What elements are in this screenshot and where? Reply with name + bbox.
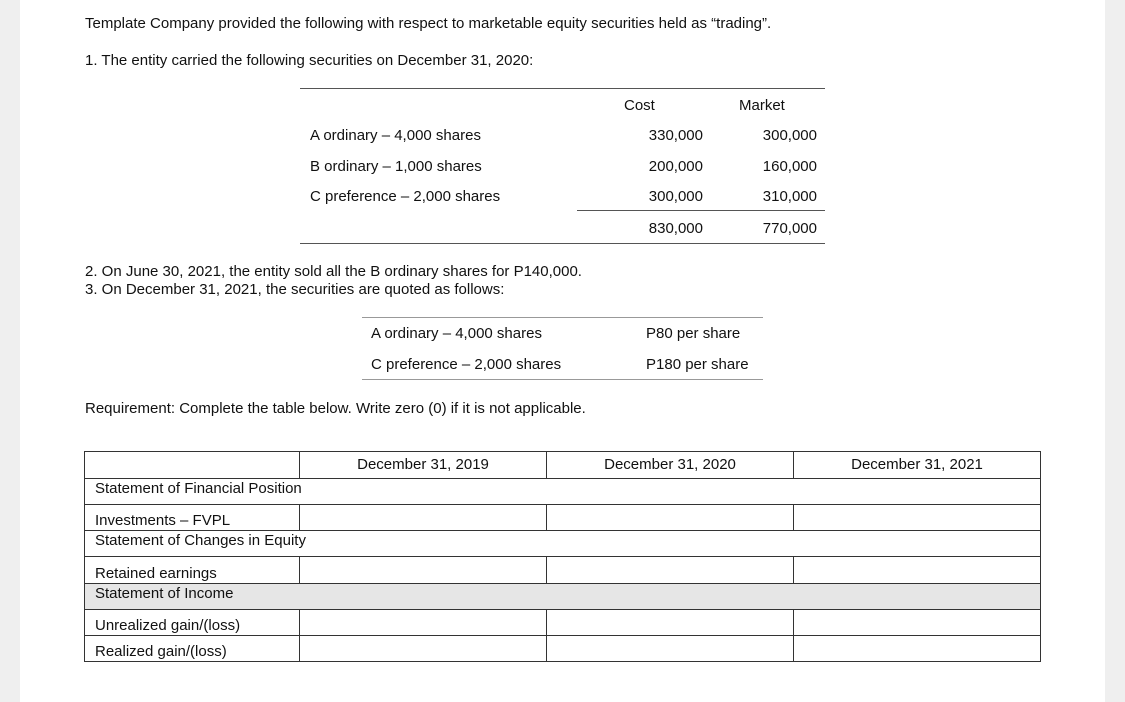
- corner-cell: [85, 452, 300, 479]
- row-label: Retained earnings: [85, 557, 300, 584]
- requirement-text: Requirement: Complete the table below. Write zero (0) if it is not applicable.: [85, 400, 586, 417]
- intro-text: Template Company provided the following with respect to marketable equity securities held as “trading”.: [85, 15, 772, 32]
- retained-earnings-2021-cell[interactable]: [794, 557, 1041, 584]
- security-label: B ordinary – 1,000 shares: [310, 158, 482, 175]
- total-market: 770,000: [762, 220, 817, 237]
- row-label: Realized gain/(loss): [85, 636, 300, 662]
- unrealized-2020-cell[interactable]: [547, 610, 794, 636]
- item-2-text: 2. On June 30, 2021, the entity sold all the B ordinary shares for P140,000.: [85, 263, 582, 280]
- section-row-financial-position: [85, 479, 1041, 505]
- security-cost: 300,000: [648, 188, 703, 205]
- realized-2021-cell[interactable]: [794, 636, 1041, 662]
- section-label: Statement of Financial Position: [85, 479, 1041, 505]
- quote-label: C preference – 2,000 shares: [371, 356, 562, 373]
- table-row-retained-earnings: [85, 557, 1041, 584]
- quote-price: P180 per share: [646, 356, 749, 373]
- column-header-2020: December 31, 2020: [547, 452, 794, 479]
- retained-earnings-2019-cell[interactable]: [300, 557, 547, 584]
- section-label: Statement of Changes in Equity: [85, 531, 1041, 557]
- section-label: Statement of Income: [85, 584, 1041, 610]
- item-3-text: 3. On December 31, 2021, the securities are quoted as follows:: [85, 281, 505, 298]
- row-label: Unrealized gain/(loss): [85, 610, 300, 636]
- item-1-text: 1. The entity carried the following securities on December 31, 2020:: [85, 52, 534, 69]
- security-label: A ordinary – 4,000 shares: [310, 127, 481, 144]
- section-row-changes-in-equity: [85, 531, 1041, 557]
- row-label: Investments – FVPL: [85, 505, 300, 531]
- table-row-investments: [85, 505, 1041, 531]
- table-row-unrealized: [85, 610, 1041, 636]
- table-bottom-rule: [300, 243, 825, 244]
- realized-2020-cell[interactable]: [547, 636, 794, 662]
- requirement-table: [84, 451, 1041, 662]
- investments-2020-cell[interactable]: [547, 505, 794, 531]
- total-cost: 830,000: [648, 220, 703, 237]
- security-label: C preference – 2,000 shares: [310, 188, 501, 205]
- unrealized-2019-cell[interactable]: [300, 610, 547, 636]
- investments-2019-cell[interactable]: [300, 505, 547, 531]
- retained-earnings-2020-cell[interactable]: [547, 557, 794, 584]
- unrealized-2021-cell[interactable]: [794, 610, 1041, 636]
- security-market: 310,000: [762, 188, 817, 205]
- security-market: 160,000: [762, 158, 817, 175]
- quotes-bottom-rule: [362, 379, 763, 380]
- security-market: 300,000: [762, 127, 817, 144]
- security-cost: 200,000: [648, 158, 703, 175]
- quote-price: P80 per share: [646, 325, 741, 342]
- table-row-realized: [85, 636, 1041, 662]
- investments-2021-cell[interactable]: [794, 505, 1041, 531]
- column-header-2019: December 31, 2019: [300, 452, 547, 479]
- column-header-2021: December 31, 2021: [794, 452, 1041, 479]
- document-page: [20, 0, 1105, 702]
- table-header-row: [85, 452, 1041, 479]
- table-top-rule: [300, 88, 825, 89]
- realized-2019-cell[interactable]: [300, 636, 547, 662]
- quotes-top-rule: [362, 317, 763, 318]
- cost-header: Cost: [624, 97, 655, 114]
- market-header: Market: [739, 97, 785, 114]
- security-cost: 330,000: [648, 127, 703, 144]
- quote-label: A ordinary – 4,000 shares: [371, 325, 542, 342]
- section-row-income: [85, 584, 1041, 610]
- subtotal-rule: [577, 210, 825, 211]
